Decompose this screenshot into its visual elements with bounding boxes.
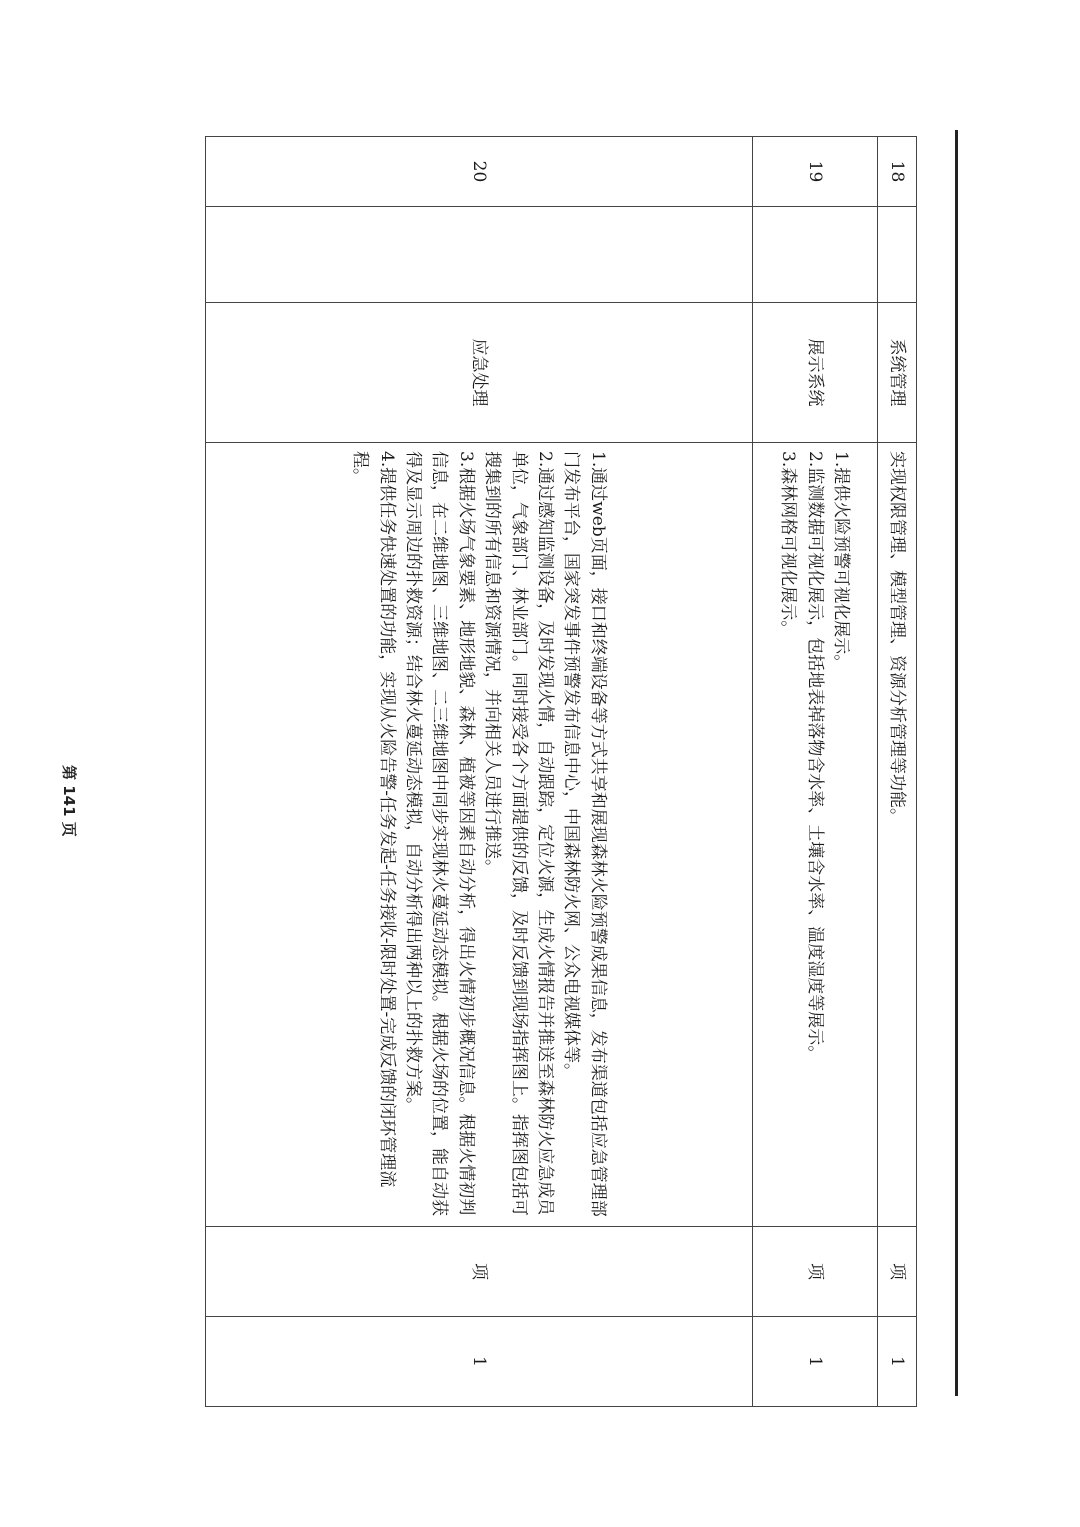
empty-cell (206, 207, 753, 303)
spec-table (205, 136, 917, 1407)
row-number: 20 (206, 137, 753, 207)
empty-cell (877, 207, 916, 303)
item-quantity: 1 (877, 1317, 916, 1407)
item-name: 应急处理 (206, 303, 753, 443)
item-description (877, 443, 916, 1227)
item-description (752, 443, 877, 1227)
description-line: 3.根据火场气象要素、地形地貌、森林、植被等因素自动分析，得出火情初步概况信息。根据火情初判信息，在二维地图、三维地图、二三维地图中同步实现林火蔓延动态模拟。根据火场的位置，能自动获得及显示周边的扑救资源；结合林火蔓延动态模拟，自动分析得出两种以上的扑救方案。 (403, 451, 476, 1216)
table-row (752, 137, 877, 1407)
row-number: 19 (752, 137, 877, 207)
item-unit: 项 (206, 1227, 753, 1317)
description-line: 实现权限管理、模型管理、资源分析管理等功能。 (887, 451, 907, 825)
description-line: 3.森林网格可视化展示。 (778, 451, 799, 638)
table-top-rule (955, 130, 958, 1396)
description-line: 4.提供任务快速处置的功能，实现从火险告警-任务发起-任务接收-限时处置-完成反馈的闭环管理流程。 (350, 451, 397, 1188)
item-name: 系统管理 (877, 303, 916, 443)
description-line: 1.提供火险预警可视化展示。 (831, 451, 852, 672)
table-row (877, 137, 916, 1407)
description-line: 1.通过web页面，接口和终端设备等方式共享和展现森林火险预警成果信息，发布渠道包括应急管理部门发布平台，国家突发事件预警发布信息中心，中国森林防火网、公众电视媒体等。 (561, 451, 608, 1217)
table-row (206, 137, 753, 1407)
item-quantity: 1 (206, 1317, 753, 1407)
page-number: 第 141 页 (60, 765, 78, 837)
rotated-page (205, 136, 917, 1406)
description-line: 2.通过感知监测设备，及时发现火情，自动跟踪，定位火源，生成火情报告并推送至森林防火应急成员单位，气象部门、林业部门。同时接受各个方面提供的反馈，及时反馈到现场指挥图上。指挥图包括可搜集到的所有信息和资源情况，并向相关人员进行推送。 (482, 451, 555, 1216)
item-name: 展示系统 (752, 303, 877, 443)
row-number: 18 (877, 137, 916, 207)
item-unit: 项 (752, 1227, 877, 1317)
item-unit: 项 (877, 1227, 916, 1317)
description-line: 2.监测数据可视化展示，包括地表掉落物含水率、土壤含水率、温度湿度等展示。 (804, 451, 825, 1063)
item-quantity: 1 (752, 1317, 877, 1407)
item-description (206, 443, 753, 1227)
empty-cell (752, 207, 877, 303)
